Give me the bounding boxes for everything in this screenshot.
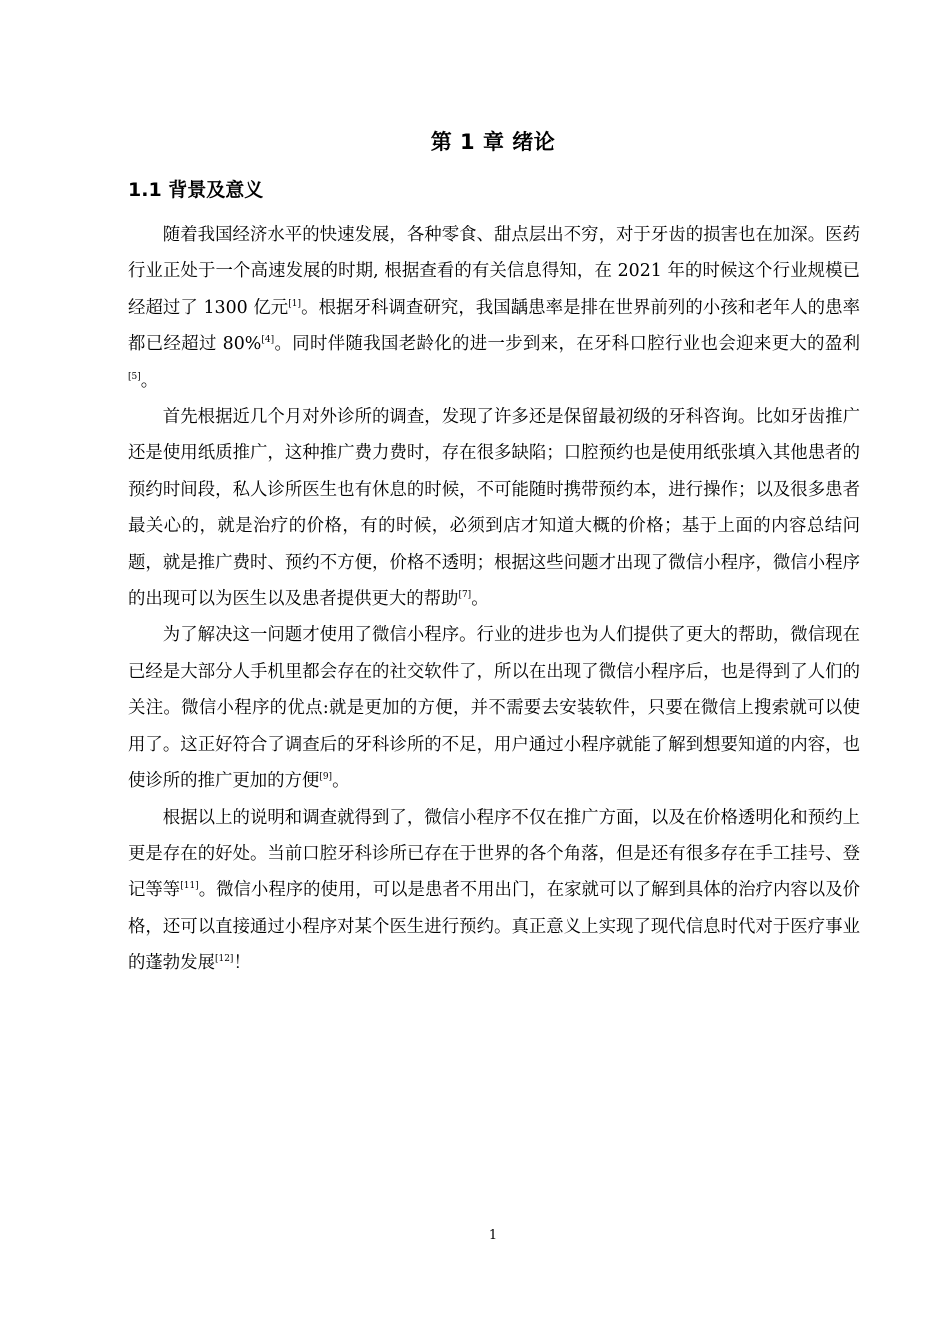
- citation-ref: [1]: [288, 299, 302, 310]
- paragraph: [128, 217, 860, 399]
- paragraph-text: 为了解决这一问题才使用了微信小程序。行业的进步也为人们提供了更大的帮助，微信现在已经是大部分人手机里都会存在的社交软件了，所以在出现了微信小程序后，也是得到了人们的关注。微信小程序的优点:就是更加的方便，并不需要去安装软件，只要在微信上搜索就可以使用了。这正好符合了调查后的牙科诊所的不足，用户通过小程序就能了解到想要知道的内容，也使诊所的推广更加的方便: [128, 625, 860, 792]
- citation-ref: [7]: [458, 590, 472, 601]
- paragraph: [128, 617, 860, 799]
- paragraph-text: 。同时伴随我国老龄化的进一步到来，在牙科口腔行业也会迎来更大的盈利: [274, 334, 860, 355]
- citation-ref: [12]: [214, 954, 234, 965]
- paragraph-text: 首先根据近几个月对外诊所的调查，发现了许多还是保留最初级的牙科咨询。比如牙齿推广还是使用纸质推广，这种推广费力费时，存在很多缺陷；口腔预约也是使用纸张填入其他患者的预约时间段，私人诊所医生也有休息的时候，不可能随时携带预约本，进行操作；以及很多患者最关心的，就是治疗的价格，有的时候，必须到店才知道大概的价格；基于上面的内容总结问题，就是推广费时、预约不方便，价格不透明；根据这些问题才出现了微信小程序，微信小程序的出现可以为医生以及患者提供更大的帮助: [128, 407, 860, 610]
- paragraph-text: 。微信小程序的使用，可以是患者不用出门，在家就可以了解到具体的治疗内容以及价格，还可以直接通过小程序对某个医生进行预约。真正意义上实现了现代信息时代对于医疗事业的蓬勃发展: [128, 880, 860, 974]
- citation-ref: [4]: [261, 335, 275, 346]
- paragraph-text: 。: [471, 589, 489, 610]
- citation-ref: [9]: [319, 772, 333, 783]
- chapter-title: 第 1 章 绪论: [430, 130, 556, 154]
- paragraph-text: 。根据牙科调查研究，我国龋患率是排在世界前列的小孩和老年人的患率都已经超过 80%: [128, 297, 860, 355]
- citation-ref: [5]: [128, 371, 141, 382]
- section-title: 1.1 背景及意义: [128, 179, 264, 201]
- paragraph-text: ！: [233, 953, 251, 974]
- paragraph-text: 。: [332, 771, 350, 792]
- citation-ref: [11]: [180, 881, 199, 892]
- body-text: [128, 217, 860, 982]
- paragraph-text: 根据以上的说明和调查就得到了，微信小程序不仅在推广方面，以及在价格透明化和预约上更是存在的好处。当前口腔牙科诊所已存在于世界的各个角落，但是还有很多存在手工挂号、登记等等: [128, 807, 860, 901]
- page-number: 1: [488, 1228, 498, 1243]
- paragraph-text: 随着我国经济水平的快速发展，各种零食、甜点层出不穷，对于牙齿的损害也在加深。医药行业正处于一个高速发展的时期, 根据查看的有关信息得知，在 2021 年的时候这个行业规模已经超过了 1300 亿元: [128, 225, 860, 318]
- paragraph-text: 。: [140, 370, 159, 391]
- paragraph: [128, 399, 860, 617]
- paragraph: [128, 800, 860, 982]
